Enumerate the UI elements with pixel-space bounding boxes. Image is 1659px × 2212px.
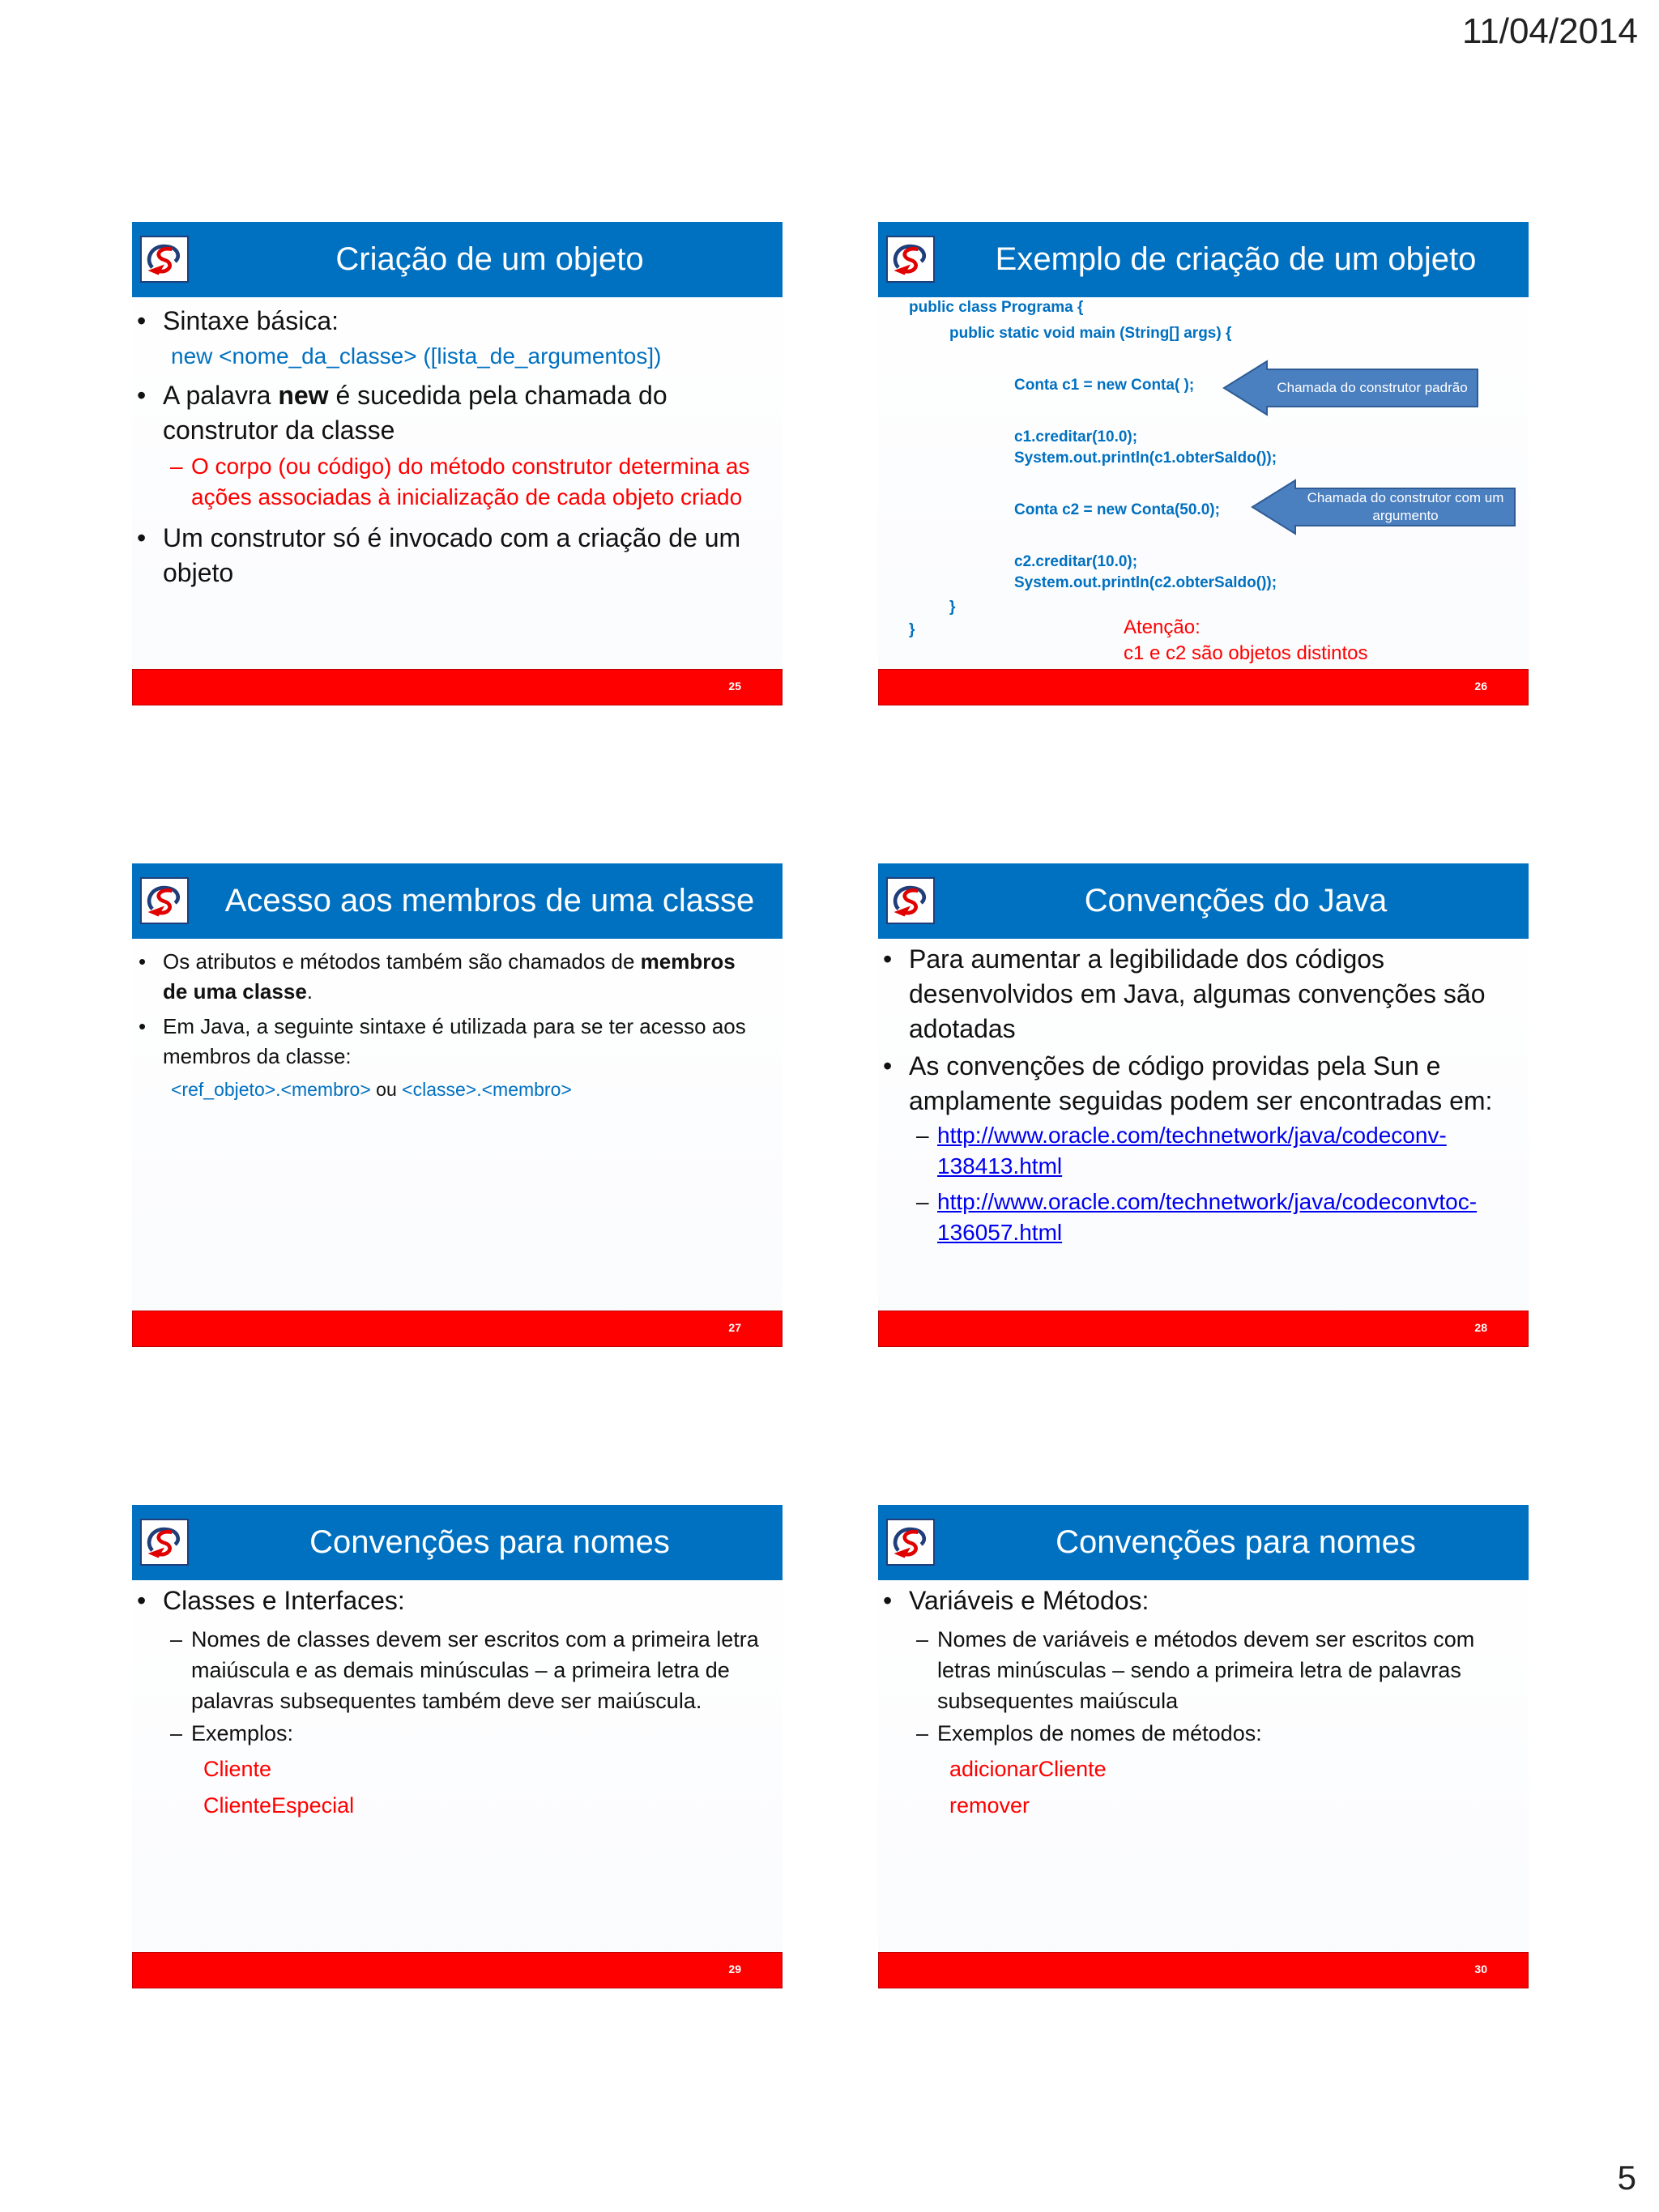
code-line: public class Programa {: [909, 299, 1084, 316]
bullet-text: Em Java, a seguinte sintaxe é utilizada para se ter acesso aos membros da classe:: [163, 1014, 746, 1068]
slide-body: [132, 1580, 783, 1952]
callout-text: Chamada do construtor padrão: [1277, 380, 1468, 395]
slide-header: [132, 222, 783, 297]
link-line[interactable]: 138413.html: [937, 1153, 1063, 1178]
slide-27: [132, 863, 783, 1347]
code-line: }: [949, 599, 956, 616]
sub-bullet-text: Exemplos de nomes de métodos:: [937, 1721, 1262, 1745]
slide-body: [878, 939, 1529, 1311]
slide-title: Acesso aos membros de uma classe: [224, 883, 755, 918]
bullet: • Em Java, a seguinte sintaxe é utilizada para se ter acesso aos membros da classe:: [139, 1014, 746, 1068]
slide-number: 26: [1474, 680, 1487, 693]
slide-footer: [132, 1311, 783, 1347]
bullet: • Variáveis e Métodos:: [883, 1586, 1149, 1615]
slide-number: 29: [728, 1963, 741, 1975]
slide-28: [878, 863, 1529, 1347]
slide-number: 28: [1474, 1321, 1487, 1334]
bullet: • Para aumentar a legibilidade dos códigos desenvolvidos em Java, algumas convenções são adotadas: [883, 944, 1486, 1043]
sub-bullet: – O corpo (ou código) do método construtor determina as ações associadas à inicialização de cada objeto criado: [170, 454, 750, 509]
slide-title: Convenções para nomes: [1056, 1524, 1416, 1560]
slide-body: [878, 1580, 1529, 1952]
bullet: • Sintaxe básica:: [137, 306, 339, 335]
attention-note: [1124, 615, 1368, 667]
bullet-text: Variáveis e Métodos:: [909, 1586, 1149, 1615]
slide-body: [878, 297, 1529, 669]
attention-line: c1 e c2 são objetos distintos: [1124, 642, 1368, 664]
slide-title: Convenções do Java: [1084, 883, 1388, 918]
bullet: • Classes e Interfaces:: [137, 1586, 405, 1615]
syntax-class: <classe>.<membro>: [402, 1079, 572, 1100]
callout-arg-constructor: [1251, 479, 1518, 535]
bullet-text-pre: Os atributos e métodos também são chamados de: [163, 949, 641, 974]
example-name: Cliente: [203, 1757, 272, 1781]
code-line: Conta c2 = new Conta(50.0);: [1014, 501, 1220, 518]
bullet: • As convenções de código providas pela Sun e amplamente seguidas podem ser encontradas em:: [883, 1051, 1493, 1115]
slide-25: [132, 222, 783, 705]
slide-header: [132, 863, 783, 939]
codeconv-link[interactable]: [937, 1123, 1447, 1178]
link-line[interactable]: http://www.oracle.com/technetwork/java/codeconvtoc-: [937, 1189, 1478, 1214]
bullet-text-pre: A palavra: [163, 381, 279, 410]
logo-icon: [886, 877, 935, 924]
logo-icon: [886, 236, 935, 283]
page-number: 5: [1617, 2159, 1636, 2197]
example-name: adicionarCliente: [949, 1757, 1107, 1781]
syntax-ref-object: <ref_objeto>.<membro>: [171, 1079, 371, 1100]
sub-bullet: – Exemplos:: [170, 1721, 294, 1745]
slide-footer: [132, 669, 783, 705]
slide-26: [878, 222, 1529, 705]
slide-title: Convenções para nomes: [309, 1524, 670, 1560]
attention-line: Atenção:: [1124, 616, 1201, 638]
sub-bullet-text: Nomes de variáveis e métodos devem ser escritos com letras minúsculas – sendo a primeira letra de palavras subsequentes maiúscula: [937, 1627, 1475, 1713]
syntax-text: new <nome_da_classe> ([lista_de_argumentos]): [171, 343, 662, 369]
code-line: }: [909, 621, 915, 638]
code-line: Conta c1 = new Conta( );: [1014, 377, 1195, 394]
sub-bullet: – Nomes de variáveis e métodos devem ser escritos com letras minúsculas – sendo a primeira letra de palavras subsequentes maiúscula: [916, 1627, 1475, 1713]
code-line: System.out.println(c1.obterSaldo());: [1014, 450, 1277, 467]
member-syntax: [171, 1076, 572, 1102]
syntax-or: ou: [370, 1079, 403, 1100]
code-line: System.out.println(c2.obterSaldo());: [1014, 574, 1277, 591]
slide-footer: [878, 1311, 1529, 1347]
logo-icon: [140, 1519, 189, 1566]
link-line[interactable]: http://www.oracle.com/technetwork/java/codeconv-: [937, 1123, 1447, 1148]
slide-number: 27: [728, 1321, 741, 1334]
link-line[interactable]: 136057.html: [937, 1220, 1063, 1245]
logo-icon: [140, 877, 189, 924]
callout-text: Chamada do construtor com um argumento: [1307, 490, 1504, 523]
sub-bullet-text: Nomes de classes devem ser escritos com a primeira letra maiúscula e as demais minúsculas – a primeira letra de palavras subsequentes também deve ser maiúscula.: [191, 1627, 759, 1713]
bullet-text-post: é sucedida pela chamada do construtor da classe: [163, 381, 667, 445]
sub-bullet-text: Exemplos:: [191, 1721, 294, 1745]
logo-icon: [140, 236, 189, 283]
bullet-text: Sintaxe básica:: [163, 306, 339, 335]
slide-header: [878, 1505, 1529, 1580]
code-line: c1.creditar(10.0);: [1014, 428, 1138, 445]
sub-bullet: – http://www.oracle.com/technetwork/java/codeconv- 138413.html: [916, 1123, 1447, 1178]
example-name: remover: [949, 1793, 1030, 1818]
slide-body: [132, 297, 783, 669]
keyword-new: new: [278, 381, 329, 410]
bullet-text-post: .: [306, 979, 313, 1004]
slide-number: 25: [728, 680, 741, 693]
slide-title: Exemplo de criação de um objeto: [995, 241, 1477, 277]
slide-29: [132, 1505, 783, 1988]
slide-header: [132, 1505, 783, 1580]
sub-bullet: – Exemplos de nomes de métodos:: [916, 1721, 1262, 1745]
slide-footer: [878, 1952, 1529, 1988]
example-name: ClienteEspecial: [203, 1793, 355, 1818]
bullet-text: Para aumentar a legibilidade dos códigos desenvolvidos em Java, algumas convenções são adotadas: [909, 944, 1486, 1043]
logo-icon: [886, 1519, 935, 1566]
bullet: • A palavra new é sucedida pela chamada do construtor da classe: [137, 381, 667, 445]
bullet-text: As convenções de código providas pela Sun e amplamente seguidas podem ser encontradas em:: [909, 1051, 1493, 1115]
code-line: c2.creditar(10.0);: [1014, 553, 1138, 570]
page-date: 11/04/2014: [1462, 11, 1638, 51]
slide-30: [878, 1505, 1529, 1988]
code-line: public static void main (String[] args) {: [949, 325, 1232, 342]
slide-title: Criação de um objeto: [335, 241, 644, 277]
sub-bullet: – Nomes de classes devem ser escritos com a primeira letra maiúscula e as demais minúsculas – a primeira letra de palavras subsequentes também deve ser maiúscula.: [170, 1627, 759, 1713]
syntax-line: [171, 341, 770, 372]
bullet-text-bold: membros de uma classe: [163, 949, 736, 1004]
slide-body: [132, 939, 783, 1311]
bullet: • Um construtor só é invocado com a criação de um objeto: [137, 523, 741, 587]
codeconvtoc-link[interactable]: [937, 1189, 1477, 1245]
callout-default-constructor: [1222, 360, 1482, 416]
bullet-text: Classes e Interfaces:: [163, 1586, 405, 1615]
slide-footer: [878, 669, 1529, 705]
bullet: • Os atributos e métodos também são chamados de membros de uma classe.: [139, 949, 736, 1004]
slide-number: 30: [1474, 1963, 1487, 1975]
slide-header: [878, 222, 1529, 297]
slide-header: [878, 863, 1529, 939]
sub-bullet: – http://www.oracle.com/technetwork/java/codeconvtoc- 136057.html: [916, 1189, 1478, 1245]
slide-footer: [132, 1952, 783, 1988]
bullet-text: Um construtor só é invocado com a criação de um objeto: [163, 523, 741, 587]
sub-bullet-text: O corpo (ou código) do método construtor determina as ações associadas à inicialização de cada objeto criado: [191, 454, 750, 509]
